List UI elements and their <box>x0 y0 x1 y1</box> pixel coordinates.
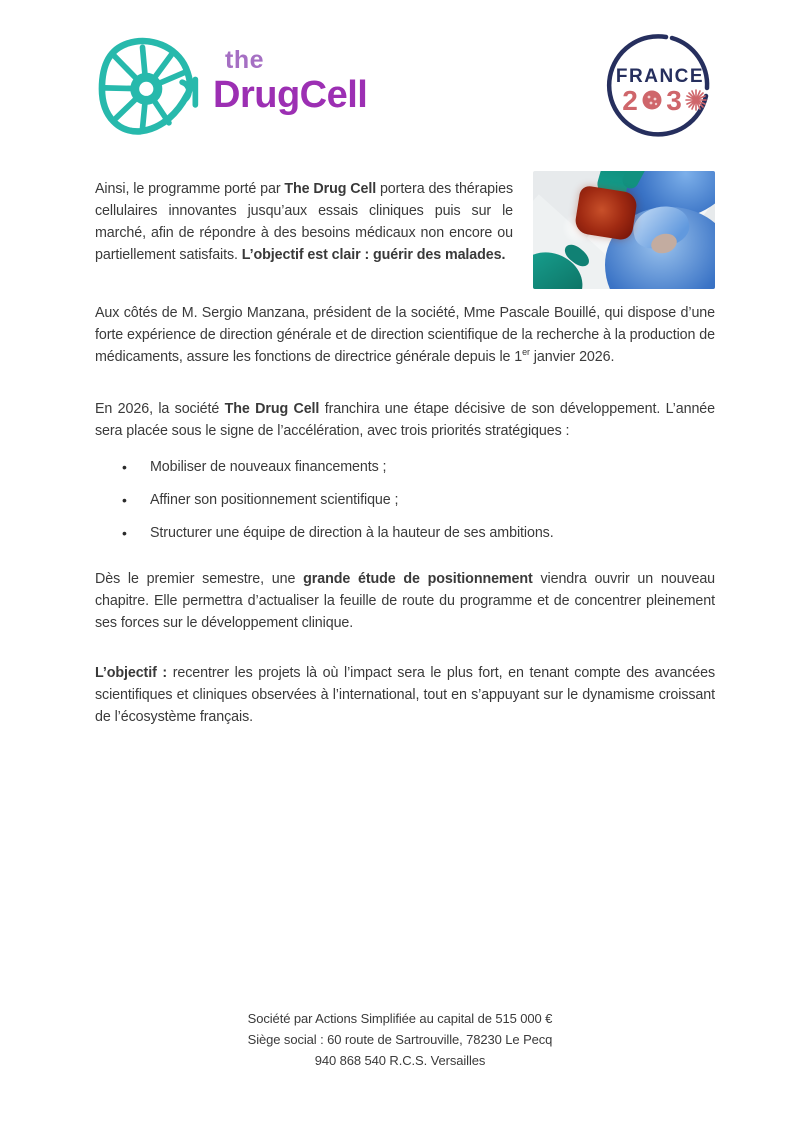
zero-burst-glyph <box>686 90 706 110</box>
list-item-text: Affiner son positionnement scientifique ; <box>150 492 399 508</box>
photo-blood-bag <box>574 185 639 241</box>
svg-text:2: 2 <box>622 85 638 116</box>
brand-prefix: the <box>225 46 264 74</box>
paragraph-governance: Aux côtés de M. Sergio Manzana, président de la société, Mme Pascale Bouillé, qui dispose d’une forte expérience de direction générale et de direction scientifique de la recherche à la production de médicaments, assure les fonctions de directrice générale depuis le 1er janvier 2026. <box>95 305 715 365</box>
brand-name: DrugCell <box>213 74 368 116</box>
footer-address-line: Siège social : 60 route de Sartrouville, 78230 Le Pecq <box>247 1032 553 1047</box>
list-item-text: Mobiliser de nouveaux financements ; <box>150 459 387 475</box>
priorities-list <box>95 456 715 544</box>
svg-text:3: 3 <box>666 85 682 116</box>
legal-footer <box>0 1008 800 1071</box>
document-body <box>0 178 800 728</box>
bullet-icon: • <box>122 459 127 475</box>
cell-wheel-icon <box>95 36 207 136</box>
list-item <box>122 522 715 544</box>
paragraph-2026-priorities: En 2026, la société The Drug Cell franchira une étape décisive de son développement. L’année sera placée sous le signe de l’accélération, avec trois priorités stratégiques : <box>95 401 715 439</box>
article-photo <box>533 171 715 289</box>
drugcell-logo <box>95 36 367 136</box>
bullet-icon: • <box>122 492 127 508</box>
drugcell-wordmark <box>213 36 367 114</box>
list-item <box>122 456 715 478</box>
bullet-icon: • <box>122 525 127 541</box>
france-2030-title: FRANCE <box>615 66 705 87</box>
zero-sphere-glyph <box>643 91 662 110</box>
paragraph-objective: L’objectif : recentrer les projets là où l’impact sera le plus fort, en tenant compte des avancées scientifiques et cliniques observées à l’international, tout en s’appuyant sur le dynamisme croissant de l’écosystème français. <box>95 665 715 725</box>
footer-capital-line: Société par Actions Simplifiée au capital de 515 000 € <box>247 1011 553 1026</box>
france-2030-logo <box>600 26 720 146</box>
paragraph-positioning-study: Dès le premier semestre, une grande étude de positionnement viendra ouvrir un nouveau chapitre. Elle permettra d’actualiser la feuille de route du programme et de concentrer pleinement ses forces sur le développement clinique. <box>95 571 716 631</box>
footer-rcs-line: 940 868 540 R.C.S. Versailles <box>314 1053 486 1068</box>
document-header <box>0 0 800 146</box>
list-item-text: Structurer une équipe de direction à la hauteur de ses ambitions. <box>150 525 554 541</box>
paragraph-intro: Ainsi, le programme porté par The Drug Cell portera des thérapies cellulaires innovantes jusqu’aux essais cliniques puis sur le marché, afin de répondre à des besoins médicaux non encore ou partiellement satisfaits. L’objectif est clair : guérir des malades. <box>95 181 513 263</box>
list-item <box>122 489 715 511</box>
intro-row <box>95 178 715 289</box>
